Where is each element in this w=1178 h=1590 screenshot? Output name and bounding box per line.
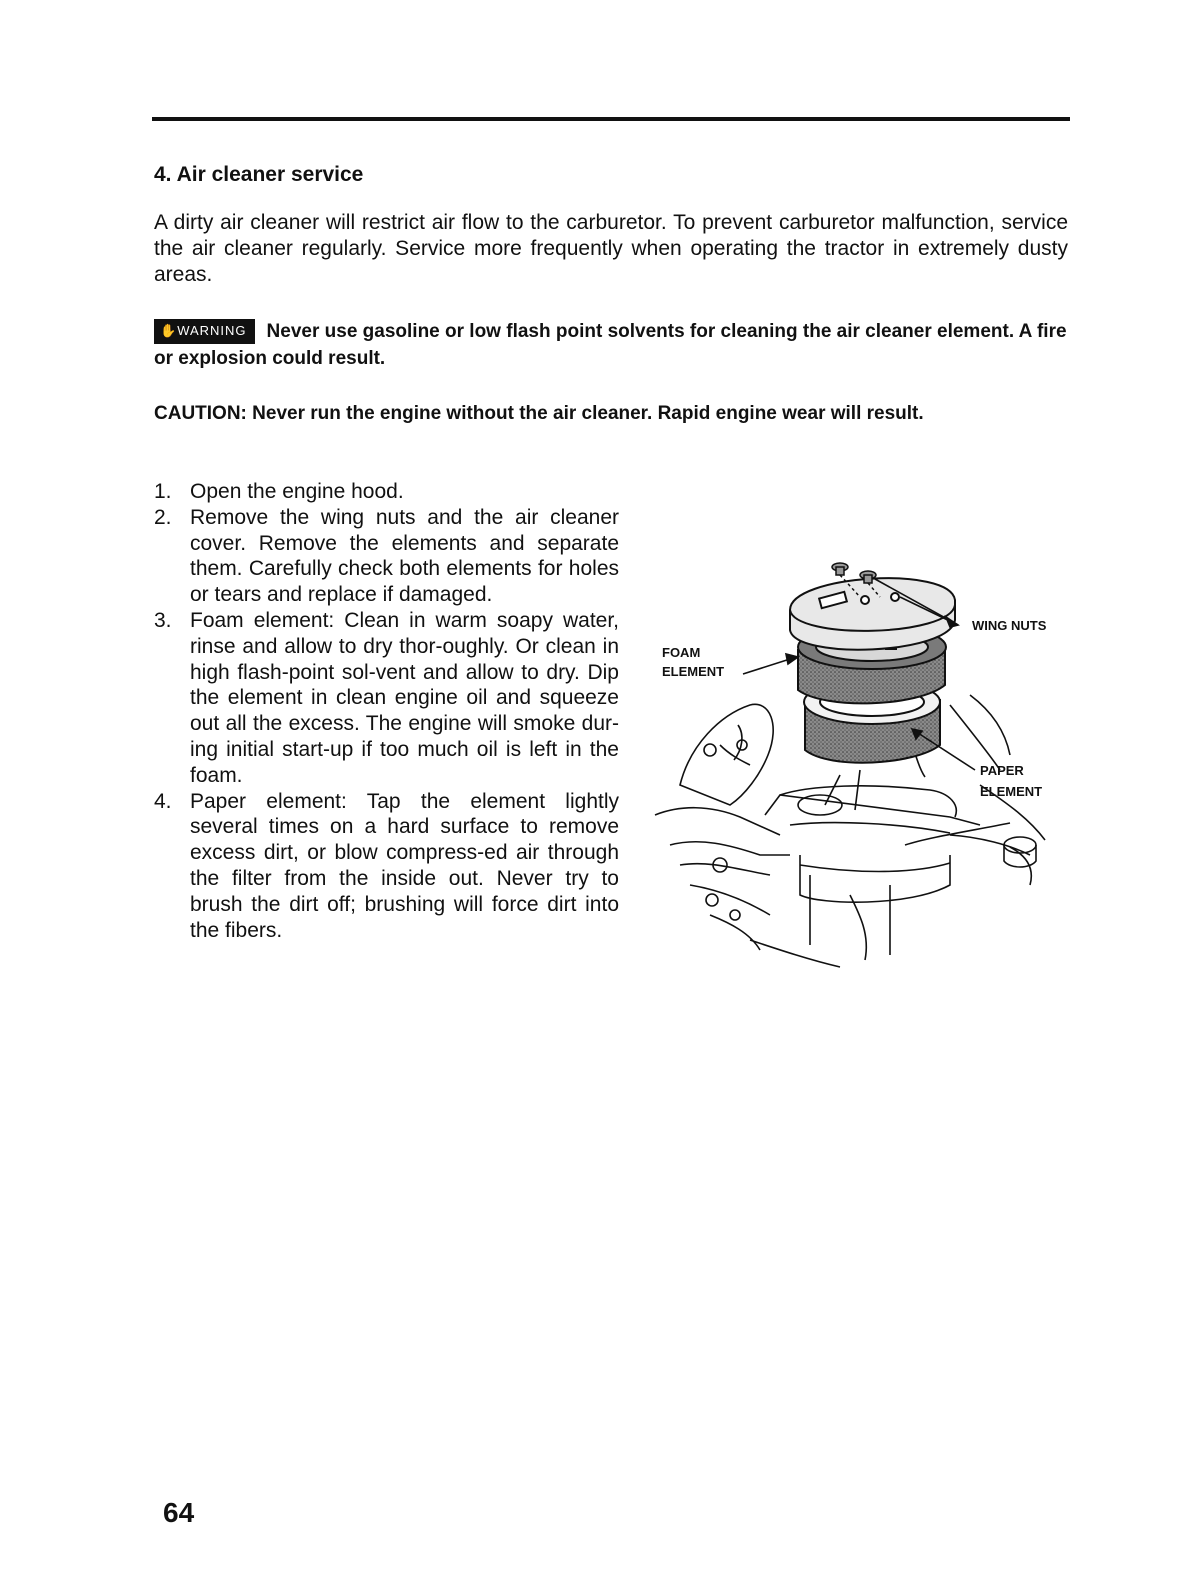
section-title: 4. Air cleaner service [154, 163, 364, 186]
step-item [154, 505, 619, 608]
step-text: Open the engine hood. [190, 480, 404, 503]
warning-block [154, 318, 1068, 372]
foam-element-label-line2: ELEMENT [662, 664, 725, 679]
paper-element-label-line1: PAPER [980, 763, 1024, 778]
top-rule [152, 117, 1070, 121]
paper-element-label-line2: ELEMENT [980, 784, 1043, 799]
step-item [154, 789, 619, 944]
step-number: 2. [154, 505, 172, 529]
step-number: 3. [154, 608, 172, 632]
step-number: 4. [154, 789, 172, 813]
foam-element-label-line1: FOAM [662, 645, 701, 660]
page-number: 64 [163, 1497, 195, 1528]
step-number: 1. [154, 480, 172, 503]
step-list [154, 479, 619, 943]
step-item [154, 608, 619, 789]
wing-nuts-label: WING NUTS [972, 618, 1047, 633]
warning-badge [154, 319, 255, 344]
step-text: Foam element: Clean in warm soapy water, rinse and allow to dry thor-oughly. Or clean in high flash-point sol-vent and allow to dry. Dip the element in clean engine oil and squeeze out all the excess. The engine will smoke dur-ing initial start-up if too much oil is left in the foam. [190, 608, 619, 787]
caution-block: CAUTION: Never run the engine without the air cleaner. Rapid engine wear will result. [154, 403, 924, 424]
air-cleaner-illustration [650, 555, 1080, 975]
step-text: Paper element: Tap the element lightly several times on a hard surface to remove excess dirt, or blow compress-ed air through the filter from the inside out. Never try to brush the dirt off; brushing will force dirt into the fibers. [190, 789, 619, 942]
intro-paragraph: A dirty air cleaner will restrict air flow to the carburetor. To prevent carburetor malfunction, service the air cleaner regularly. Service more frequently when operating the tractor in extremely dusty areas. [154, 211, 1068, 286]
step-text: Remove the wing nuts and the air cleaner cover. Remove the elements and separate them. Carefully check both elements for holes or tears and replace if damaged. [190, 505, 619, 607]
warning-hand-icon: ✋ [160, 323, 178, 338]
warning-text: Never use gasoline or low flash point solvents for cleaning the air cleaner element. A fire or explosion could result. [154, 321, 1067, 369]
step-item [154, 479, 619, 505]
warning-badge-label: WARNING [177, 323, 247, 338]
